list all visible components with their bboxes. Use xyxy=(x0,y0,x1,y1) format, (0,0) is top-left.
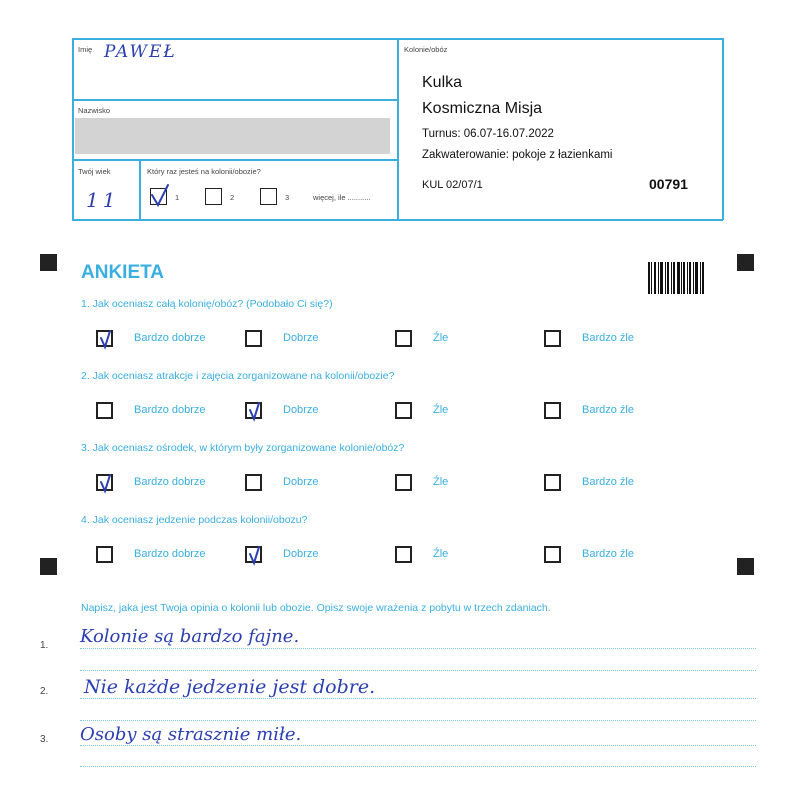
rating-checkbox[interactable] xyxy=(245,474,262,491)
nazwisko-label: Nazwisko xyxy=(78,106,111,115)
rating-option-label: Dobrze xyxy=(283,476,319,488)
check-mark-icon xyxy=(244,544,264,566)
question-text: 1. Jak oceniasz całą kolonię/obóz? (Podobało Ci się?) xyxy=(81,298,333,310)
rating-option-label: Bardzo źle xyxy=(582,332,634,344)
barcode-icon xyxy=(648,262,704,294)
rating-checkbox[interactable] xyxy=(544,474,561,491)
dotted-line xyxy=(80,720,756,721)
wiecej-label: więcej, ile ........... xyxy=(313,193,371,202)
rating-option-label: Źle xyxy=(433,476,449,488)
registration-marker xyxy=(40,254,57,271)
registration-marker xyxy=(737,558,754,575)
rating-checkbox[interactable] xyxy=(544,330,561,347)
zakwaterowanie: Zakwaterowanie: pokoje z łazienkami xyxy=(422,149,613,161)
imie-value[interactable]: PAWEŁ xyxy=(104,42,177,62)
registration-marker xyxy=(737,254,754,271)
dotted-line xyxy=(80,698,756,699)
dotted-line xyxy=(80,745,756,746)
rating-option-label: Bardzo dobrze xyxy=(134,548,206,560)
question-text: 3. Jak oceniasz ośrodek, w którym były zorganizowane kolonie/obóz? xyxy=(81,442,405,454)
ktory-raz-checkbox-2[interactable] xyxy=(205,188,222,205)
rating-checkbox[interactable] xyxy=(245,330,262,347)
rating-option-label: Bardzo źle xyxy=(582,404,634,416)
rating-option-label: Dobrze xyxy=(283,332,319,344)
rating-checkbox[interactable] xyxy=(96,402,113,419)
opinion-line-text[interactable]: Kolonie są bardzo fajne. xyxy=(80,626,300,647)
kolonia-name: Kulka xyxy=(422,74,463,91)
opinion-line-text[interactable]: Nie każde jedzenie jest dobre. xyxy=(84,676,376,698)
ktory-raz-label: Który raz jesteś na kolonii/obozie? xyxy=(147,167,261,176)
survey-title: ANKIETA xyxy=(81,262,165,283)
opinion-line-text[interactable]: Osoby są strasznie miłe. xyxy=(80,724,302,745)
rating-option-label: Źle xyxy=(433,548,449,560)
dotted-line xyxy=(80,670,756,671)
imie-label: Imię xyxy=(78,45,93,54)
rating-checkbox[interactable] xyxy=(395,330,412,347)
line-number: 2. xyxy=(40,686,49,697)
registration-marker xyxy=(40,558,57,575)
rating-checkbox[interactable] xyxy=(544,546,561,563)
rating-option-label: Bardzo dobrze xyxy=(134,404,206,416)
rating-option-label: Bardzo źle xyxy=(582,476,634,488)
rating-checkbox[interactable] xyxy=(395,474,412,491)
wiek-label: Twój wiek xyxy=(78,167,111,176)
kolonia-label: Kolonie/obóz xyxy=(404,45,448,54)
rating-option-label: Źle xyxy=(433,404,449,416)
kolonia-code: KUL 02/07/1 xyxy=(422,179,483,191)
check-mark-icon xyxy=(148,183,172,209)
check-mark-icon xyxy=(95,472,115,494)
ktory-raz-option-1: 1 xyxy=(175,193,180,202)
turnus: Turnus: 06.07-16.07.2022 xyxy=(422,128,554,140)
rating-checkbox[interactable] xyxy=(96,546,113,563)
line-number: 3. xyxy=(40,734,49,745)
check-mark-icon xyxy=(95,328,115,350)
rating-option-label: Dobrze xyxy=(283,404,319,416)
line-number: 1. xyxy=(40,640,49,651)
kolonia-subtitle: Kosmiczna Misja xyxy=(422,100,543,117)
form-number: 00791 xyxy=(649,176,688,192)
ktory-raz-checkbox-3[interactable] xyxy=(260,188,277,205)
dotted-line xyxy=(80,766,756,767)
rating-option-label: Bardzo dobrze xyxy=(134,332,206,344)
ktory-raz-option-3: 3 xyxy=(285,193,290,202)
rating-option-label: Bardzo dobrze xyxy=(134,476,206,488)
rating-checkbox[interactable] xyxy=(395,402,412,419)
ktory-raz-option-2: 2 xyxy=(230,193,235,202)
check-mark-icon xyxy=(244,400,264,422)
opinion-prompt: Napisz, jaka jest Twoja opinia o kolonii lub obozie. Opisz swoje wrażenia z pobytu w trzech zdaniach. xyxy=(81,602,551,614)
wiek-value[interactable]: 11 xyxy=(86,188,120,212)
rating-checkbox[interactable] xyxy=(395,546,412,563)
rating-checkbox[interactable] xyxy=(544,402,561,419)
rating-option-label: Bardzo źle xyxy=(582,548,634,560)
rating-option-label: Źle xyxy=(433,332,449,344)
rating-option-label: Dobrze xyxy=(283,548,319,560)
dotted-line xyxy=(80,648,756,649)
nazwisko-redaction xyxy=(75,118,390,154)
question-text: 4. Jak oceniasz jedzenie podczas kolonii/obozu? xyxy=(81,514,308,526)
question-text: 2. Jak oceniasz atrakcje i zajęcia zorganizowane na kolonii/obozie? xyxy=(81,370,395,382)
